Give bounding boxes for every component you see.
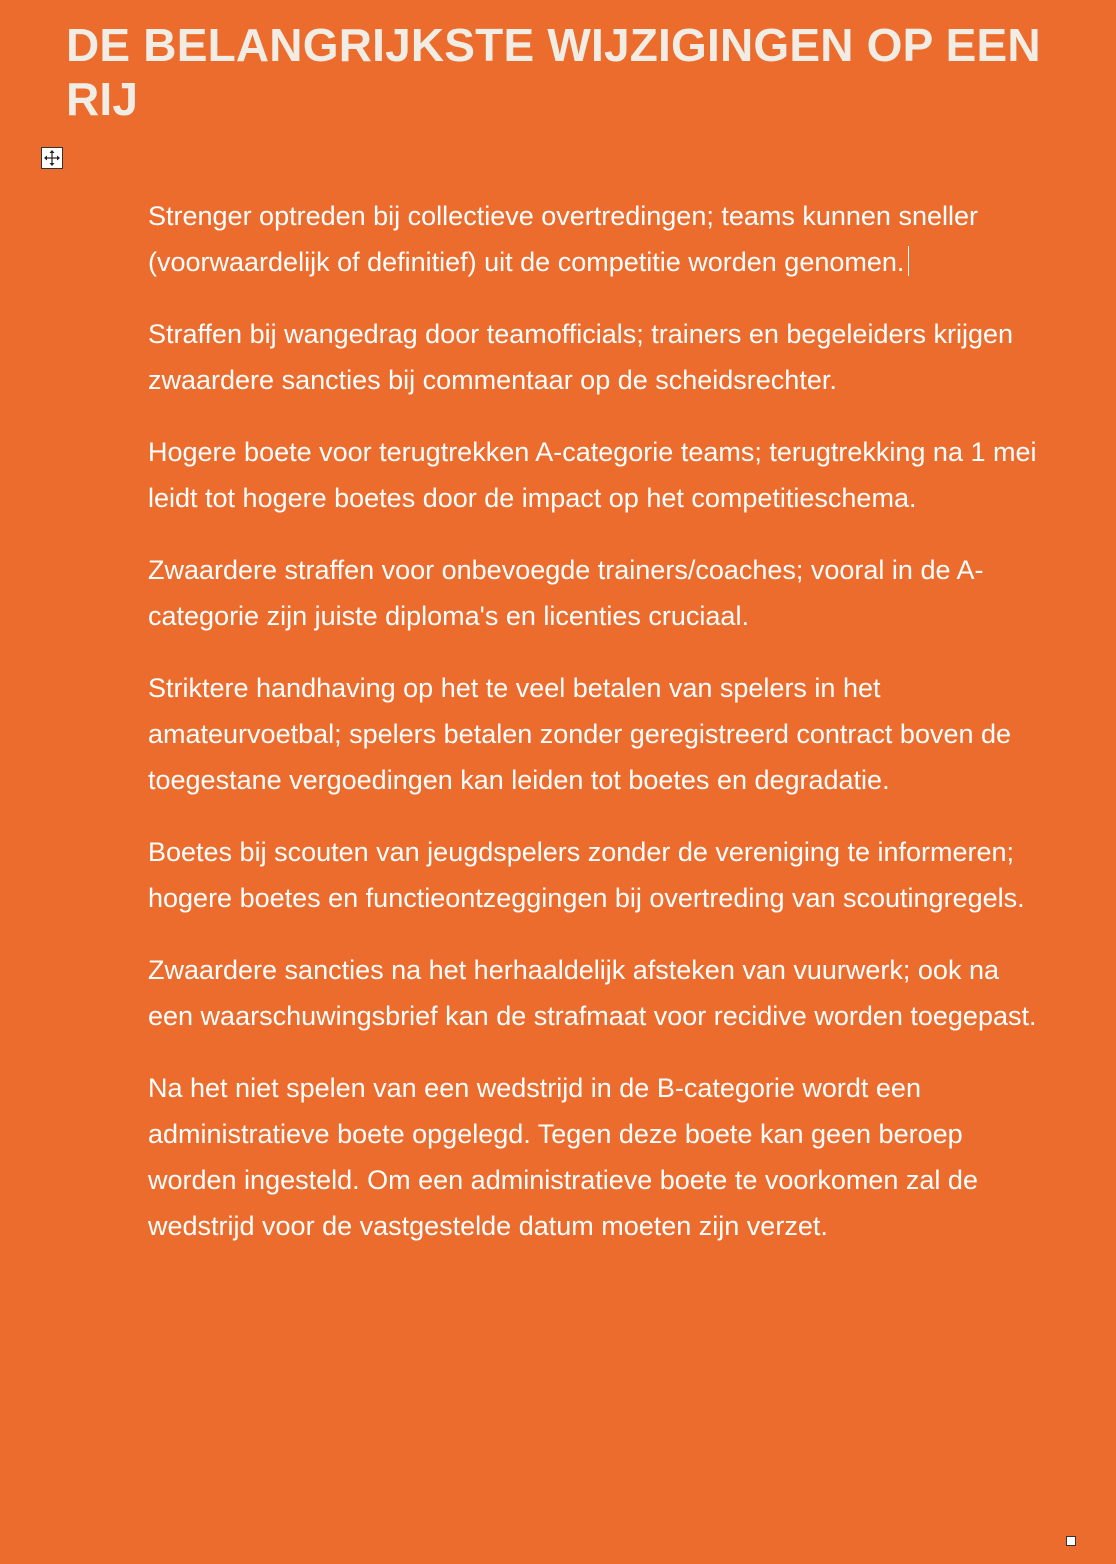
move-handle-icon[interactable] — [41, 147, 63, 169]
page-title: DE BELANGRIJKSTE WIJZIGINGEN OP EEN RIJ — [66, 19, 1041, 125]
list-item: Straffen bij wangedrag door teamofficials; trainers en begeleiders krijgen zwaardere sancties bij commentaar op de scheidsrechter. — [148, 319, 1014, 395]
list-item: Hogere boete voor terugtrekken A-categorie teams; terugtrekking na 1 mei leidt tot hogere boetes door de impact op het competitieschema. — [148, 437, 1037, 513]
move-arrows-icon — [42, 148, 62, 168]
list-item: Zwaardere straffen voor onbevoegde trainers/coaches; vooral in de A-categorie zijn juiste diploma's en licenties cruciaal. — [148, 555, 984, 631]
resize-handle-icon[interactable] — [1066, 1536, 1076, 1546]
text-cursor — [908, 246, 909, 276]
list-item: Boetes bij scouten van jeugdspelers zonder de vereniging te informeren; hogere boetes en functieontzeggingen bij overtreding van scoutingregels. — [148, 837, 1025, 913]
list-item: Striktere handhaving op het te veel betalen van spelers in het amateurvoetbal; spelers betalen zonder geregistreerd contract boven de toegestane vergoedingen kan leiden tot boetes en degradatie. — [148, 673, 1012, 795]
list-item: Zwaardere sancties na het herhaaldelijk afsteken van vuurwerk; ook na een waarschuwingsbrief kan de strafmaat voor recidive worden toegepast. — [148, 955, 1037, 1031]
list-item: Na het niet spelen van een wedstrijd in de B-categorie wordt een administratieve boete opgelegd. Tegen deze boete kan geen beroep worden ingesteld. Om een administratieve boete te voorkomen zal de wedstrijd voor de vastgestelde datum moeten zijn verzet. — [148, 1073, 978, 1241]
changes-list[interactable] — [148, 193, 1048, 1275]
list-item-text: Strenger optreden bij collectieve overtredingen; teams kunnen sneller (voorwaardelijk of definitief) uit de competitie worden genomen. — [148, 201, 978, 277]
list-item — [148, 193, 1048, 285]
